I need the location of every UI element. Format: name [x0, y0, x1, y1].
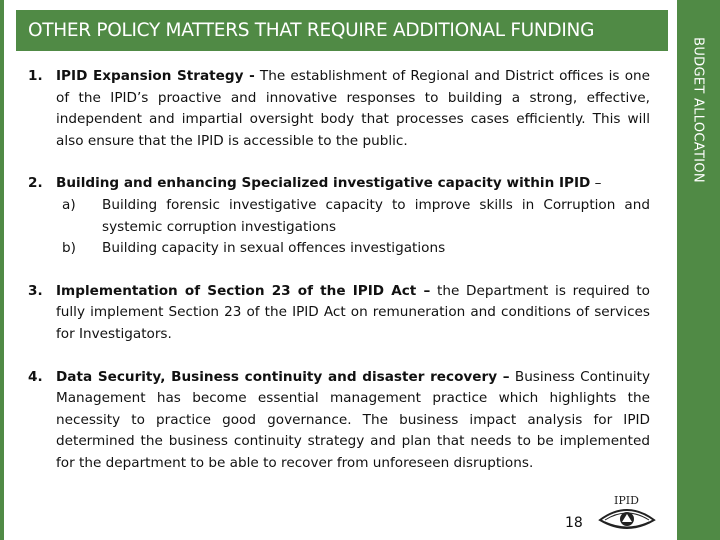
- item-number: 1.: [28, 68, 43, 84]
- sub-item-text: Building forensic investigative capacity to improve skills in Corruption and systemic corruption investigations: [102, 196, 650, 235]
- page-number: 18: [565, 515, 583, 531]
- item-heading: IPID Expansion Strategy -: [56, 68, 255, 84]
- slide-content: [28, 66, 650, 496]
- item-number: 3.: [28, 282, 43, 299]
- left-accent-bar: [0, 0, 4, 540]
- sub-item-label: a): [62, 196, 76, 213]
- sub-item: [62, 195, 650, 238]
- item-heading: Implementation of Section 23 of the IPID Act –: [56, 282, 431, 299]
- list-item: [28, 367, 650, 475]
- ipid-logo-icon: [596, 492, 658, 536]
- item-text: The establishment of Regional and District offices is one of the IPID’s proactive and innovative responses to building a strong, effective, independent and impartial oversight body that processes cases efficiently. This will also ensure that the IPID is accessible to the public.: [56, 68, 650, 149]
- item-heading: Data Security, Business continuity and disaster recovery –: [56, 368, 510, 385]
- item-text: –: [590, 175, 602, 192]
- list-item: [28, 281, 650, 346]
- list-item: [28, 66, 650, 152]
- svg-text:IPID: IPID: [614, 494, 639, 507]
- sub-item-text: Building capacity in sexual offences investigations: [102, 240, 446, 257]
- sub-item-label: b): [62, 240, 76, 257]
- side-label: BUDGET ALLOCATION: [690, 37, 706, 183]
- slide-title: OTHER POLICY MATTERS THAT REQUIRE ADDITIONAL FUNDING: [16, 10, 668, 51]
- item-text: the Department is required to fully implement Section 23 of the IPID Act on remuneration and conditions of services for Investigators.: [56, 282, 650, 342]
- list-item: [28, 173, 650, 259]
- item-text: Business Continuity Management has become essential management practice which highlights the necessity to practice good governance. The business impact analysis for IPID determined the business continuity strategy and plan that needs to be implemented for the department to be able to recover from unforeseen disruptions.: [56, 368, 651, 471]
- side-banner: [677, 0, 720, 540]
- sub-item: [62, 238, 650, 260]
- item-number: 4.: [28, 368, 43, 385]
- item-number: 2.: [28, 175, 43, 192]
- item-heading: Building and enhancing Specialized investigative capacity within IPID: [56, 175, 591, 192]
